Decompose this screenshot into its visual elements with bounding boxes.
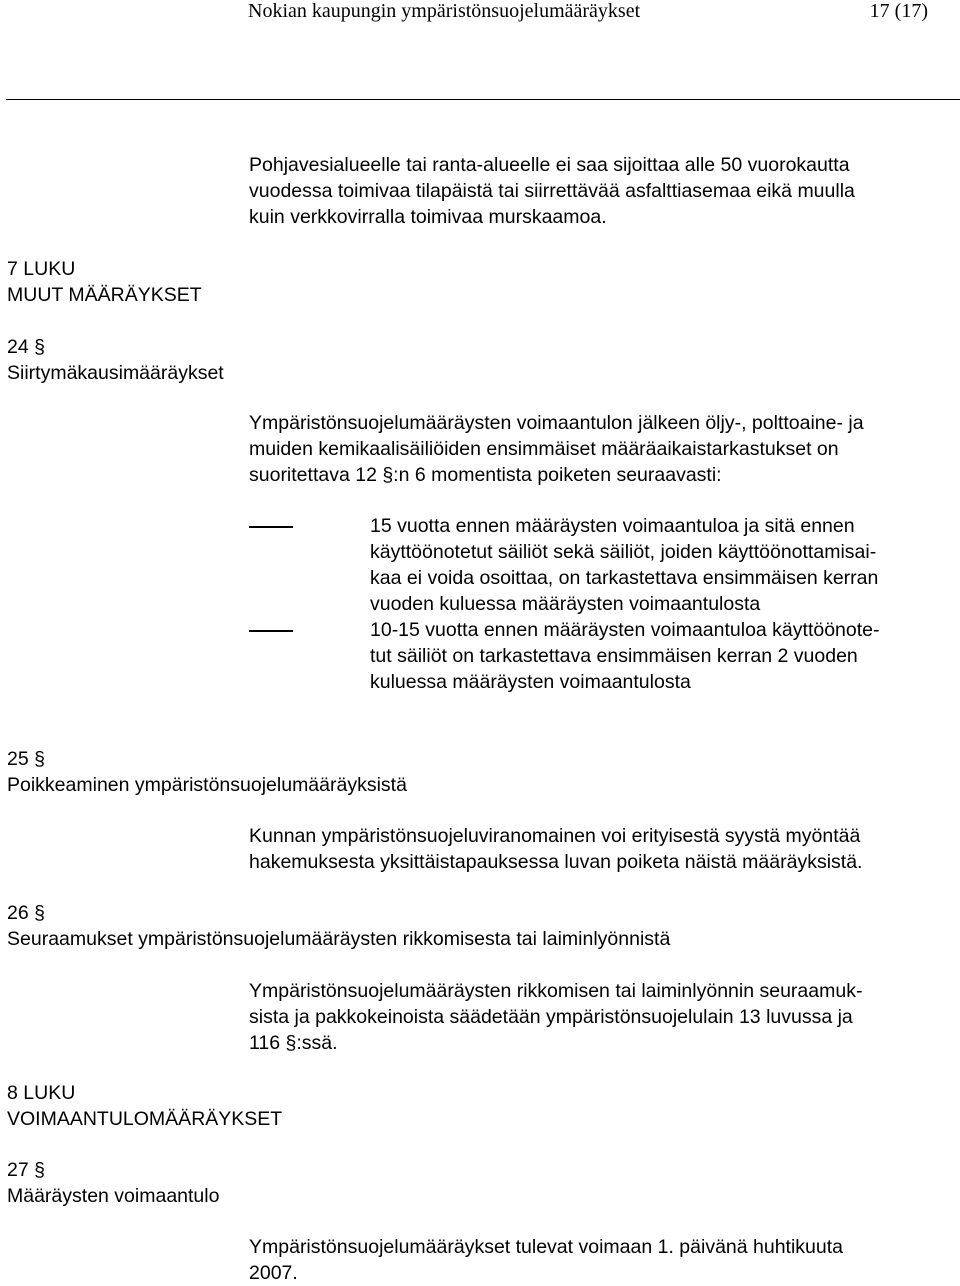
list-item-line: vuoden kuluessa määräysten voimaantulosta [370,593,761,615]
paragraph-line: muiden kemikaalisäiliöiden ensimmäiset määräaikaistarkastukset on [249,438,839,460]
paragraph-line: 2007. [249,1262,298,1284]
section-25-paragraph [249,823,862,875]
paragraph-line: sista ja pakkokeinoista säädetään ympäristönsuojelulain 13 luvussa ja [249,1006,853,1028]
list-item [370,513,878,617]
paragraph-line: Ympäristönsuojelumääräykset tulevat voimaan 1. päivänä huhtikuuta [249,1236,844,1258]
chapter-7-heading [7,256,202,308]
paragraph-line: Ympäristönsuojelumääräysten voimaantulon jälkeen öljy-, polttoaine- ja [249,412,864,434]
paragraph-line: 116 §:ssä. [249,1032,338,1054]
chapter-8-heading [7,1080,282,1132]
section-number: 25 § [7,748,45,770]
section-title: Siirtymäkausimääräykset [7,362,224,384]
section-title: Poikkeaminen ympäristönsuojelumääräyksistä [7,774,407,796]
section-number: 27 § [7,1159,45,1181]
section-26-heading [7,900,670,952]
section-24-heading [7,334,224,386]
paragraph-line: kuin verkkovirralla toimivaa murskaamoa. [249,206,607,228]
list-item-line: tut säiliöt on tarkastettava ensimmäisen kerran 2 vuoden [370,645,858,667]
list-item-line: kuluessa määräysten voimaantulosta [370,671,691,693]
section-27-heading [7,1157,219,1209]
section-title: Seuraamukset ympäristönsuojelumääräysten rikkomisesta tai laiminlyönnistä [7,928,671,950]
list-item-line: 15 vuotta ennen määräysten voimaantuloa ja sitä ennen [370,515,855,537]
document-title: Nokian kaupungin ympäristönsuojelumääräykset [248,0,641,22]
paragraph-line: Ympäristönsuojelumääräysten rikkomisen tai laiminlyönnin seuraamuk- [249,980,863,1002]
paragraph-line: suoritettava 12 §:n 6 momentista poiketen seuraavasti: [249,464,722,486]
section-25-heading [7,746,407,798]
list-item [370,617,880,695]
paragraph-line: vuodessa toimivaa tilapäistä tai siirrettävää asfalttiasemaa eikä muulla [249,180,855,202]
paragraph-line: hakemuksesta yksittäistapauksessa luvan poiketa näistä määräyksistä. [249,851,863,873]
chapter-number: 7 LUKU [7,258,76,280]
section-number: 24 § [7,336,45,358]
section-27-paragraph [249,1234,843,1286]
list-dash [249,526,293,528]
intro-paragraph [249,152,855,230]
list-item-line: käyttöönotetut säiliöt sekä säiliöt, joiden käyttöönottamisai- [370,541,877,563]
list-item-line: kaa ei voida osoittaa, on tarkastettava ensimmäisen kerran [370,567,879,589]
chapter-title: MUUT MÄÄRÄYKSET [7,284,202,306]
paragraph-line: Pohjavesialueelle tai ranta-alueelle ei saa sijoittaa alle 50 vuorokautta [249,154,850,176]
section-24-paragraph [249,410,864,488]
paragraph-line: Kunnan ympäristönsuojeluviranomainen voi erityisestä syystä myöntää [249,825,861,847]
list-item-line: 10-15 vuotta ennen määräysten voimaantuloa käyttöönote- [370,619,880,641]
list-dash [249,630,293,632]
chapter-title: VOIMAANTULOMÄÄRÄYKSET [7,1108,283,1130]
section-number: 26 § [7,902,45,924]
section-26-paragraph [249,978,862,1056]
section-title: Määräysten voimaantulo [7,1185,220,1207]
page-number: 17 (17) [869,0,928,22]
chapter-number: 8 LUKU [7,1082,76,1104]
header-divider [6,99,960,100]
